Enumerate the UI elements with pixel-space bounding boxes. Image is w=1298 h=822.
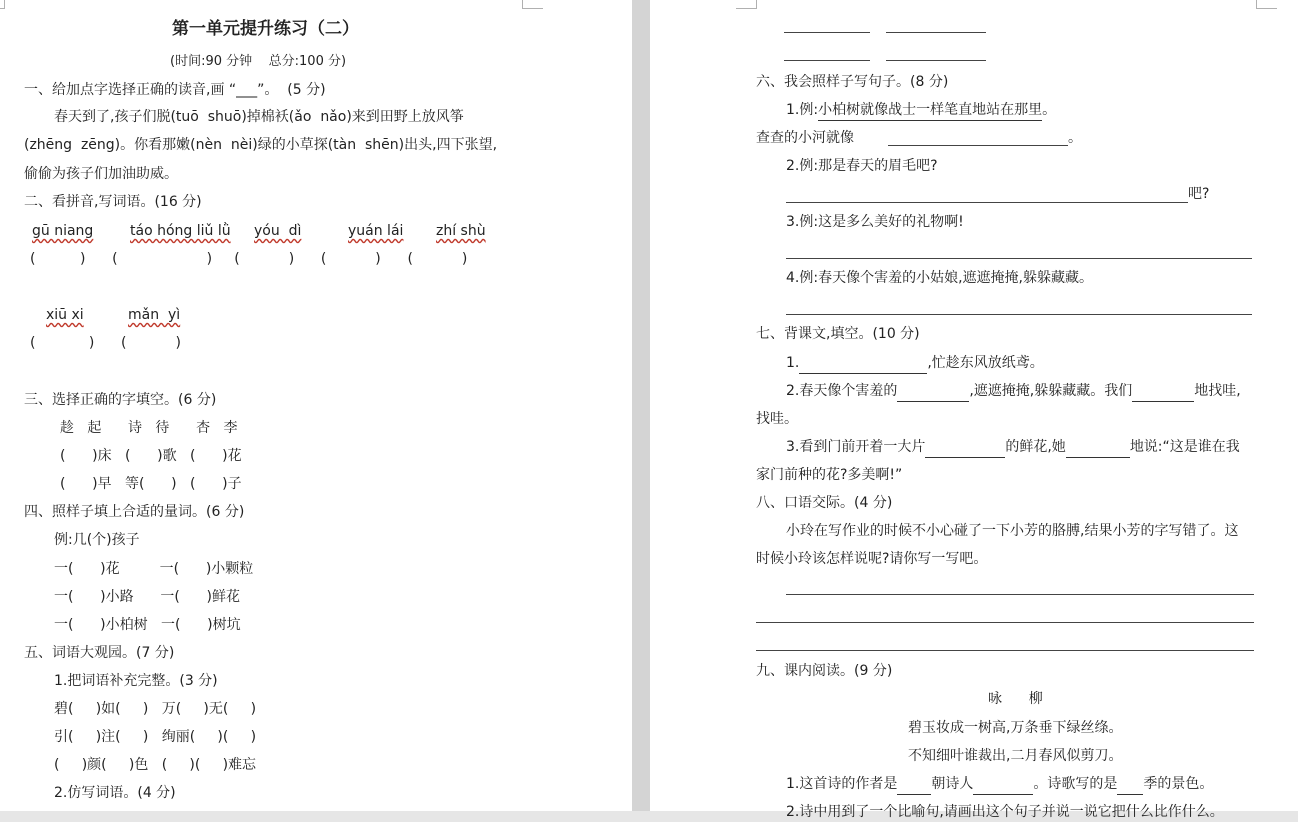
section-7-line: 2.春天像个害羞的 ,遮遮掩掩,躲躲藏藏。我们 地找哇, xyxy=(786,381,1241,402)
section-6-example: 2.例:那是春天的眉毛吧? xyxy=(786,158,938,174)
section-5-subheading: 1.把词语补充完整。(3 分) xyxy=(54,673,218,689)
section-6-heading: 六、我会照样子写句子。(8 分) xyxy=(756,74,949,90)
poem-line: 碧玉妆成一树高,万条垂下绿丝绦。 xyxy=(908,720,1123,736)
poem-line: 不知细叶谁裁出,二月春风似剪刀。 xyxy=(908,748,1123,764)
answer-line xyxy=(786,202,1188,203)
pinyin-item: xiū xi xyxy=(46,307,84,323)
answer-line xyxy=(784,60,870,61)
answer-line xyxy=(786,594,1254,595)
section-4-row: 一( )小路 一( )鲜花 xyxy=(54,589,240,605)
section-6-prompt: 查查的小河就像 xyxy=(756,130,854,146)
section-7-line: 找哇。 xyxy=(756,411,798,427)
section-4-heading: 四、照样子填上合适的量词。(6 分) xyxy=(24,504,245,520)
section-8-paragraph: 小玲在写作业的时候不小心碰了一下小芳的胳膊,结果小芳的字写错了。这 xyxy=(786,523,1239,539)
section-8-heading: 八、口语交际。(4 分) xyxy=(756,495,893,511)
document-page-right xyxy=(650,0,1298,820)
answer-line xyxy=(786,314,1252,315)
poem-title: 咏 柳 xyxy=(988,691,1043,707)
section-3-row: ( )床 ( )歌 ( )花 xyxy=(60,448,242,464)
page-gap xyxy=(632,0,650,811)
section-7-heading: 七、背课文,填空。(10 分) xyxy=(756,326,920,342)
answer-line xyxy=(786,258,1252,259)
section-4-row: 一( )小柏树 一( )树坑 xyxy=(54,617,241,633)
crop-mark xyxy=(522,0,543,9)
crop-mark xyxy=(736,0,757,9)
section-7-line: 3.看到门前开着一大片 的鲜花,她 地说:“这是谁在我 xyxy=(786,437,1240,458)
section-4-row: 一( )花 一( )小颗粒 xyxy=(54,561,254,577)
section-5-row: ( )颜( )色 ( )( )难忘 xyxy=(54,757,257,773)
pinyin-item: yóu dì xyxy=(254,223,302,239)
answer-line xyxy=(756,622,1254,623)
pinyin-item: yuán lái xyxy=(348,223,404,239)
section-1-paragraph: (zhēng zēng)。你看那嫩(nèn nèi)绿的小草探(tàn shēn)出头,四下张望, xyxy=(24,137,498,153)
section-4-example: 例:几(个)孩子 xyxy=(54,532,140,548)
pinyin-item: gū niang xyxy=(32,223,94,239)
answer-brackets: ( ) ( ) ( ) ( ) ( ) xyxy=(30,251,468,267)
section-7-line: 1. ,忙趁东风放纸鸢。 xyxy=(786,353,1044,374)
section-2-heading: 二、看拼音,写词语。(16 分) xyxy=(24,194,202,210)
answer-brackets: ( ) ( ) xyxy=(30,335,181,351)
section-5-row: 碧( )如( ) 万( )无( ) xyxy=(54,701,257,717)
section-1-heading: 一、给加点字选择正确的读音,画 “___”。 (5 分) xyxy=(24,82,326,98)
section-9-heading: 九、课内阅读。(9 分) xyxy=(756,663,893,679)
answer-line xyxy=(886,32,986,33)
section-6-example: 4.例:春天像个害羞的小姑娘,遮遮掩掩,躲躲藏藏。 xyxy=(786,270,1093,286)
section-6-example: 1.例:小柏树就像战士一样笔直地站在那里。 xyxy=(786,100,1056,121)
section-1-paragraph: 偷偷为孩子们加油助威。 xyxy=(24,166,178,182)
section-8-paragraph: 时候小玲该怎样说呢?请你写一写吧。 xyxy=(756,551,988,567)
document-page-left xyxy=(0,0,632,811)
pinyin-item: mǎn yì xyxy=(128,307,181,323)
page-subtitle: (时间:90 分钟 总分:100 分) xyxy=(170,54,347,69)
section-3-heading: 三、选择正确的字填空。(6 分) xyxy=(24,392,217,408)
answer-line xyxy=(784,32,870,33)
section-6-end: 。 xyxy=(1068,130,1082,146)
section-1-paragraph: 春天到了,孩子们脱(tuō shuō)掉棉袄(ǎo nǎo)来到田野上放风筝 xyxy=(54,109,464,125)
section-7-line: 家门前种的花?多美啊!” xyxy=(756,467,903,483)
answer-line xyxy=(756,650,1254,651)
answer-line xyxy=(886,60,986,61)
section-6-end: 吧? xyxy=(1188,186,1210,202)
section-5-row: 引( )注( ) 绚丽( )( ) xyxy=(54,729,257,745)
answer-line xyxy=(888,145,1068,146)
section-9-question: 1.这首诗的作者是 朝诗人 。诗歌写的是 季的景色。 xyxy=(786,774,1213,795)
section-9-question: 2.诗中用到了一个比喻句,请画出这个句子并说一说它把什么比作什么。 xyxy=(786,804,1224,820)
pinyin-item: zhí shù xyxy=(436,223,486,239)
crop-mark xyxy=(0,0,5,9)
section-3-characters: 趁 起 诗 待 杏 李 xyxy=(60,420,238,436)
page-title: 第一单元提升练习（二） xyxy=(172,19,359,39)
section-5-subheading: 2.仿写词语。(4 分) xyxy=(54,785,176,801)
crop-mark xyxy=(1256,0,1277,9)
section-6-example: 3.例:这是多么美好的礼物啊! xyxy=(786,214,964,230)
pinyin-item: táo hóng liǔ lǜ xyxy=(130,223,231,239)
section-3-row: ( )早 等( ) ( )子 xyxy=(60,476,242,492)
section-5-heading: 五、词语大观园。(7 分) xyxy=(24,645,175,661)
